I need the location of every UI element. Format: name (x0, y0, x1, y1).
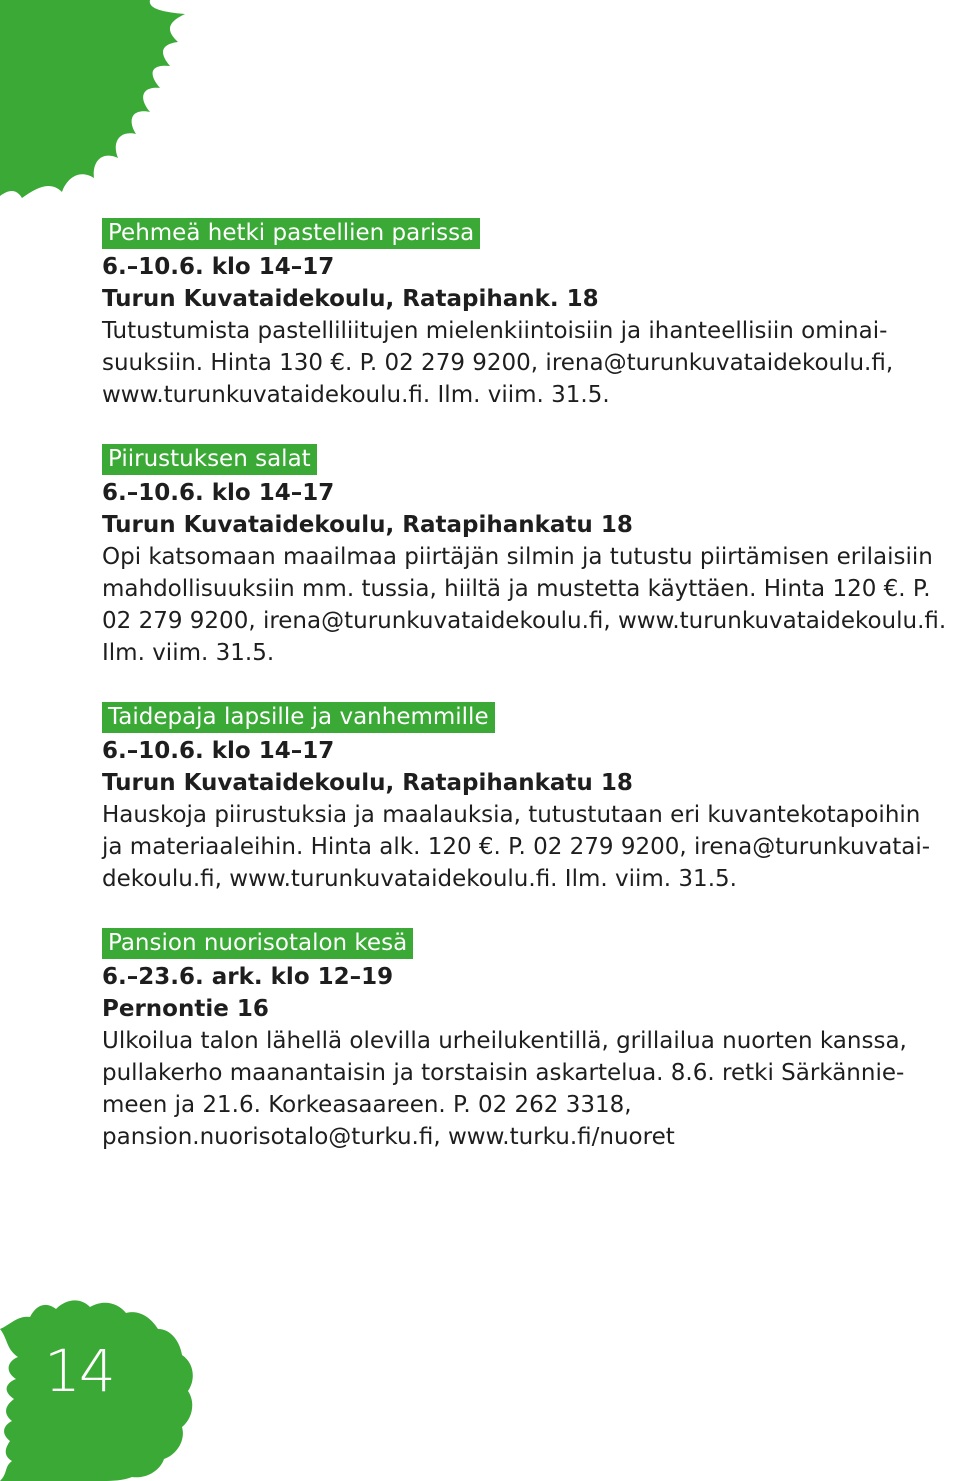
description-line: meen ja 21.6. Korkeasaareen. P. 02 262 3318, (102, 1092, 632, 1118)
event-location: Turun Kuvataidekoulu, Ratapihankatu 18 (102, 770, 633, 796)
decorative-green-blob-top (0, 0, 200, 200)
event-item (102, 218, 952, 411)
event-description (102, 541, 952, 669)
page-number: 14 (44, 1337, 114, 1405)
description-line: Opi katsomaan maailmaa piirtäjän silmin ja tutustu piirtämisen erilaisiin (102, 544, 933, 570)
description-line: www.turunkuvataidekoulu.fi. Ilm. viim. 31.5. (102, 382, 610, 408)
description-line: ja materiaaleihin. Hinta alk. 120 €. P. 02 279 9200, irena@turunkuvatai- (102, 834, 931, 860)
event-date: 6.–10.6. klo 14–17 (102, 480, 335, 506)
description-line: Tutustumista pastelliliitujen mielenkiintoisiin ja ihanteellisiin ominai- (102, 318, 888, 344)
description-line: Hauskoja piirustuksia ja maalauksia, tutustutaan eri kuvantekotapoihin (102, 802, 921, 828)
description-line: pansion.nuorisotalo@turku.fi, www.turku.fi/nuoret (102, 1124, 675, 1150)
description-line: dekoulu.fi, www.turunkuvataidekoulu.fi. Ilm. viim. 31.5. (102, 866, 737, 892)
description-line: pullakerho maanantaisin ja torstaisin askartelua. 8.6. retki Särkännie- (102, 1060, 905, 1086)
event-item (102, 928, 952, 1153)
event-location: Turun Kuvataidekoulu, Ratapihankatu 18 (102, 512, 633, 538)
description-line: mahdollisuuksiin mm. tussia, hiiltä ja mustetta käyttäen. Hinta 120 €. P. (102, 576, 931, 602)
event-item (102, 702, 952, 895)
event-list (102, 218, 952, 1186)
event-title: Taidepaja lapsille ja vanhemmille (102, 702, 495, 733)
event-date: 6.–23.6. ark. klo 12–19 (102, 964, 394, 990)
description-line: Ulkoilua talon lähellä olevilla urheilukentillä, grillailua nuorten kanssa, (102, 1028, 907, 1054)
event-title: Pehmeä hetki pastellien parissa (102, 218, 480, 249)
description-line: 02 279 9200, irena@turunkuvataidekoulu.fi, www.turunkuvataidekoulu.fi. (102, 608, 947, 634)
event-title: Pansion nuorisotalon kesä (102, 928, 413, 959)
event-location: Pernontie 16 (102, 996, 269, 1022)
event-description (102, 799, 952, 895)
event-title: Piirustuksen salat (102, 444, 317, 475)
event-date: 6.–10.6. klo 14–17 (102, 254, 335, 280)
event-date: 6.–10.6. klo 14–17 (102, 738, 335, 764)
event-description (102, 1025, 952, 1153)
description-line: Ilm. viim. 31.5. (102, 640, 275, 666)
description-line: suuksiin. Hinta 130 €. P. 02 279 9200, irena@turunkuvataidekoulu.fi, (102, 350, 894, 376)
event-item (102, 444, 952, 669)
event-location: Turun Kuvataidekoulu, Ratapihank. 18 (102, 286, 599, 312)
event-description (102, 315, 952, 411)
